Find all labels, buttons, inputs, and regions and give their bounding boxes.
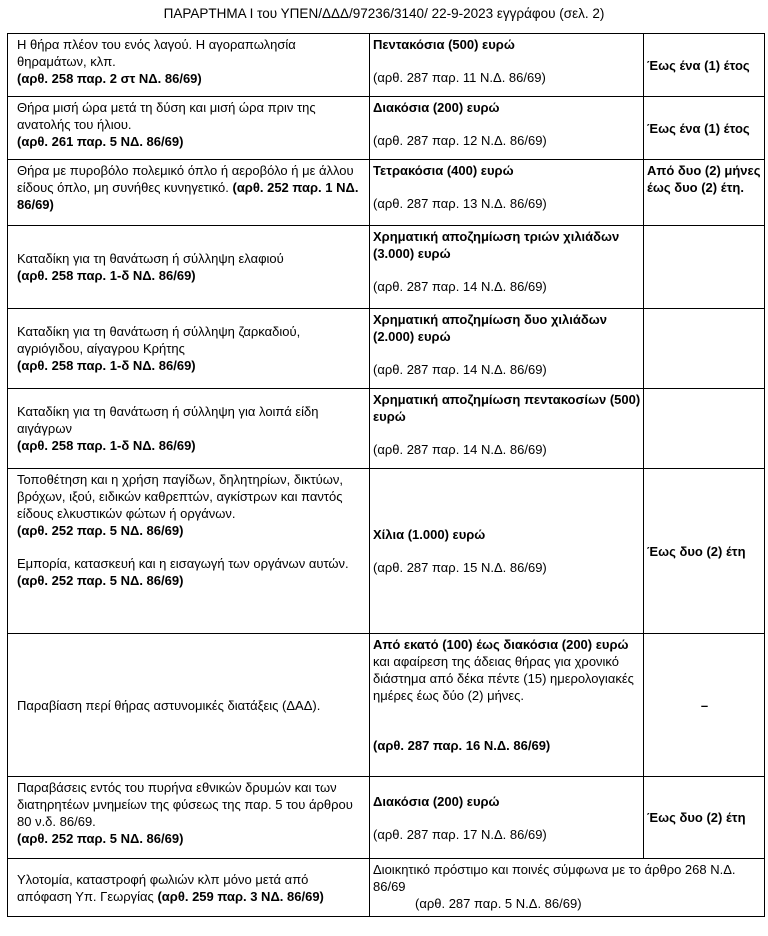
duration-cell <box>644 389 765 469</box>
law-reference: (αρθ. 258 παρ. 1-δ ΝΔ. 86/69) <box>17 438 196 453</box>
penalty-description <box>373 637 634 703</box>
violation-cell <box>8 777 370 859</box>
penalty-cell <box>370 160 644 226</box>
penalty-reference: (αρθ. 287 παρ. 14 Ν.Δ. 86/69) <box>373 442 547 457</box>
table-row <box>8 634 765 777</box>
duration-cell <box>644 309 765 389</box>
table-row <box>8 469 765 634</box>
violation-cell <box>8 160 370 226</box>
violation-text: Η θήρα πλέον του ενός λαγού. Η αγοραπωλησία θηραμάτων, κλπ. <box>17 37 296 69</box>
penalty-cell <box>370 389 644 469</box>
violation-cell <box>8 34 370 97</box>
violation-text: Καταδίκη για τη θανάτωση ή σύλληψη ζαρκαδιού, αγριόγιδου, αίγαγρου Κρήτης <box>17 324 301 356</box>
page-header: ΠΑΡΑΡΤΗΜΑ Ι του ΥΠΕΝ/ΔΔΔ/97236/3140/ 22-9-2023 εγγράφου (σελ. 2) <box>163 6 605 21</box>
violation-cell <box>8 389 370 469</box>
violation-text: Τοποθέτηση και η χρήση παγίδων, δηλητηρίων, δικτύων, βρόχων, ιξού, ειδικών καθρεπτών, αγκίστρων και παντός είδους ελκυστικών φώτων ή οργάνων. <box>17 472 343 521</box>
violation-text-secondary: Εμπορία, κατασκευή και η εισαγωγή των οργάνων αυτών. (αρθ. 252 παρ. 5 ΝΔ. 86/69) <box>17 556 349 588</box>
penalty-reference: (αρθ. 287 παρ. 16 Ν.Δ. 86/69) <box>373 738 551 753</box>
law-reference-secondary: (αρθ. 252 παρ. 5 ΝΔ. 86/69) <box>17 573 184 588</box>
penalty-reference: (αρθ. 287 παρ. 14 Ν.Δ. 86/69) <box>373 362 547 377</box>
law-reference: (αρθ. 252 παρ. 5 ΝΔ. 86/69) <box>17 831 184 846</box>
penalty-cell <box>370 859 765 917</box>
violation-text: Παραβάσεις εντός του πυρήνα εθνικών δρυμών και των διατηρητέων μνημείων της φύσεως της παρ. 5 του άρθρου 80 ν.δ. 86/69. <box>17 780 353 829</box>
penalty-cell <box>370 777 644 859</box>
penalty-amount: Διακόσια (200) ευρώ <box>373 793 500 809</box>
duration-cell: – <box>644 634 765 777</box>
law-reference: (αρθ. 259 παρ. 3 ΝΔ. 86/69) <box>157 888 324 904</box>
penalty-amount: Διακόσια (200) ευρώ <box>373 100 500 115</box>
violation-text: Καταδίκη για τη θανάτωση ή σύλληψη για λοιπά είδη αιγάγρων <box>17 404 319 436</box>
duration-cell: Έως ένα (1) έτος <box>644 97 765 160</box>
table-row <box>8 97 765 160</box>
table-row <box>8 226 765 309</box>
penalty-reference: (αρθ. 287 παρ. 17 Ν.Δ. 86/69) <box>373 826 547 842</box>
law-reference: (αρθ. 252 παρ. 5 ΝΔ. 86/69) <box>17 523 184 538</box>
penalty-extra: και αφαίρεση της άδειας θήρας για χρονικό διάστημα από δέκα πέντε (15) ημερολογιακές ημέρες έως δύο (2) μήνες. <box>373 654 634 703</box>
violation-cell <box>8 226 370 309</box>
penalty-amount: Χίλια (1.000) ευρώ <box>373 527 486 542</box>
law-reference: (αρθ. 258 παρ. 1-δ ΝΔ. 86/69) <box>17 358 196 373</box>
table-row <box>8 309 765 389</box>
violation-text: Υλοτομία, καταστροφή φωλιών κλπ μόνο μετά από απόφαση Υπ. Γεωργίας <box>17 871 309 904</box>
violation-cell <box>8 469 370 634</box>
table-row <box>8 389 765 469</box>
violation-text: Θήρα μισή ώρα μετά τη δύση και μισή ώρα πριν της ανατολής του ήλιου. <box>17 100 316 132</box>
table-row <box>8 859 765 917</box>
penalty-amount: Χρηματική αποζημίωση τριών χιλιάδων (3.000) ευρώ <box>373 229 620 261</box>
table-row <box>8 777 765 859</box>
duration-cell: Έως δυο (2) έτη <box>644 777 765 859</box>
law-reference: (αρθ. 252 παρ. 1 ΝΔ. 86/69) <box>17 180 359 212</box>
table-row <box>8 34 765 97</box>
penalty-amount: Διοικητικό πρόστιμο και ποινές σύμφωνα με το άρθρο 268 Ν.Δ. 86/69 <box>373 862 736 894</box>
penalty-amount: Χρηματική αποζημίωση δυο χιλιάδων (2.000) ευρώ <box>373 312 607 344</box>
violation-cell <box>8 634 370 777</box>
penalty-cell <box>370 634 644 777</box>
penalty-reference: (αρθ. 287 παρ. 12 Ν.Δ. 86/69) <box>373 133 547 148</box>
penalty-amount: Από εκατό (100) έως διακόσια (200) ευρώ <box>373 637 629 652</box>
violation-text: Παραβίαση περί θήρας αστυνομικές διατάξεις (ΔΑΔ). <box>17 697 321 713</box>
penalty-amount: Χρηματική αποζημίωση πεντακοσίων (500) ευρώ <box>373 392 641 424</box>
penalty-cell <box>370 97 644 160</box>
violation-text: Καταδίκη για τη θανάτωση ή σύλληψη ελαφιού <box>17 251 284 266</box>
violation-cell <box>8 309 370 389</box>
table-row <box>8 160 765 226</box>
penalty-amount: Τετρακόσια (400) ευρώ <box>373 163 514 178</box>
penalty-cell <box>370 34 644 97</box>
duration-cell <box>644 226 765 309</box>
penalty-reference: (αρθ. 287 παρ. 14 Ν.Δ. 86/69) <box>373 279 547 294</box>
penalties-table <box>7 33 765 917</box>
duration-cell: Από δυο (2) μήνες έως δυο (2) έτη. <box>644 160 765 226</box>
penalty-reference: (αρθ. 287 παρ. 13 Ν.Δ. 86/69) <box>373 196 547 211</box>
penalty-cell <box>370 469 644 634</box>
penalty-amount: Πεντακόσια (500) ευρώ <box>373 37 515 52</box>
penalty-cell <box>370 226 644 309</box>
penalty-cell <box>370 309 644 389</box>
violation-cell <box>8 859 370 917</box>
duration-cell: Έως δυο (2) έτη <box>644 469 765 634</box>
duration-cell: Έως ένα (1) έτος <box>644 34 765 97</box>
law-reference: (αρθ. 261 παρ. 5 ΝΔ. 86/69) <box>17 134 184 149</box>
law-reference: (αρθ. 258 παρ. 1-δ ΝΔ. 86/69) <box>17 268 196 283</box>
violation-cell <box>8 97 370 160</box>
penalty-reference: (αρθ. 287 παρ. 15 Ν.Δ. 86/69) <box>373 560 547 575</box>
penalty-reference: (αρθ. 287 παρ. 11 Ν.Δ. 86/69) <box>373 70 546 85</box>
law-reference: (αρθ. 258 παρ. 2 στ ΝΔ. 86/69) <box>17 71 202 86</box>
violation-text: Θήρα με πυροβόλο πολεμικό όπλο ή αεροβόλο ή με άλλου είδους όπλο, μη συνήθες κυνηγετικό. <box>17 163 354 195</box>
penalty-reference: (αρθ. 287 παρ. 5 Ν.Δ. 86/69) <box>415 896 582 911</box>
